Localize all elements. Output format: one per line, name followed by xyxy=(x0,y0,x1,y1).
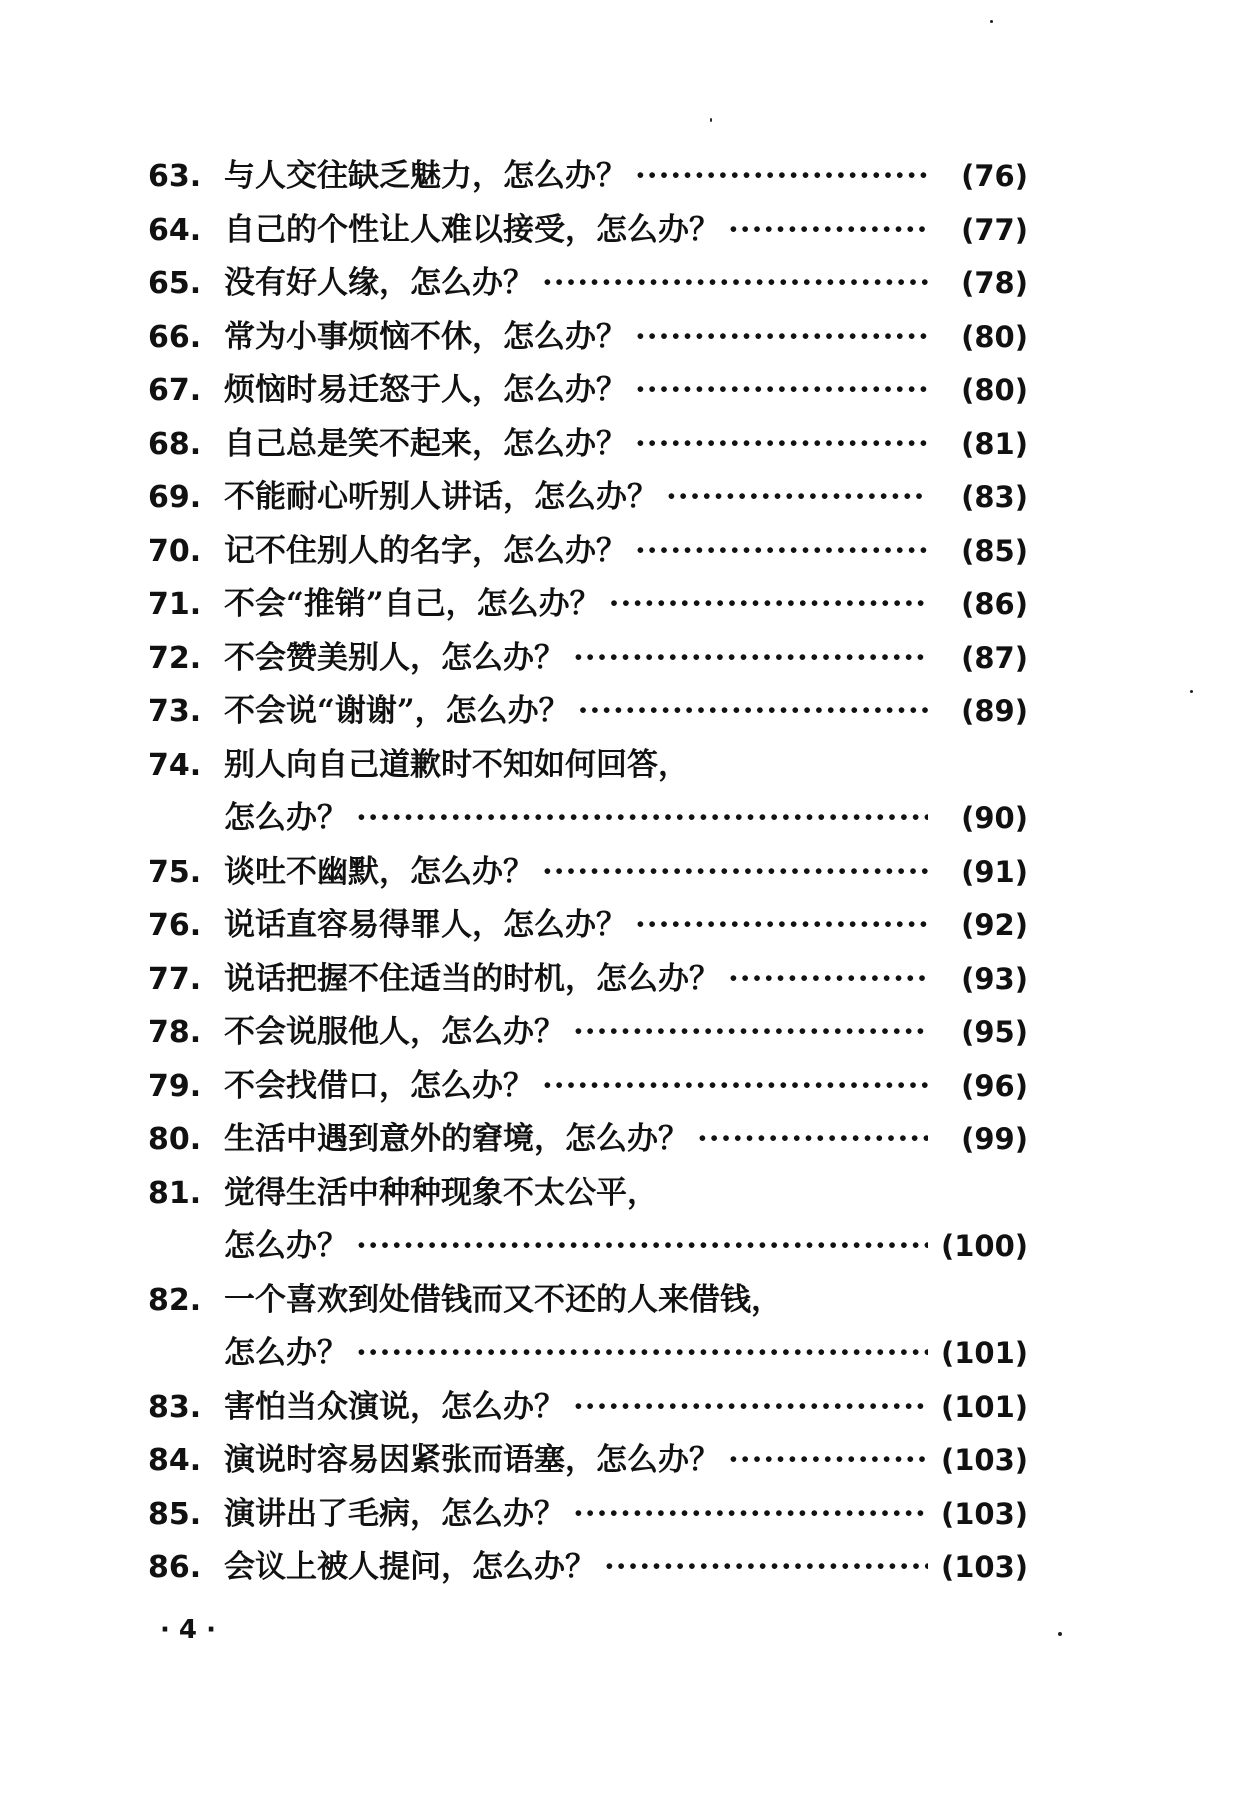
toc-entry xyxy=(148,846,1028,900)
dot-leader xyxy=(635,311,928,365)
dot-leader xyxy=(573,1381,928,1435)
entry-number: 76. xyxy=(148,908,202,943)
toc-entry-continuation xyxy=(148,1220,1028,1274)
entry-page: (93) xyxy=(961,961,1028,996)
toc-entry xyxy=(148,257,1028,311)
toc-entry xyxy=(148,1541,1028,1595)
toc-entry xyxy=(148,1488,1028,1542)
entry-number: 79. xyxy=(148,1068,202,1104)
toc-entry xyxy=(148,1113,1028,1167)
entry-number: 64. xyxy=(148,212,202,248)
entry-page: (83) xyxy=(961,480,1028,514)
toc-entry xyxy=(148,1167,1028,1221)
entry-page: (96) xyxy=(961,1068,1028,1103)
dot-leader xyxy=(728,1434,928,1488)
entry-page: (92) xyxy=(961,908,1028,942)
entry-title: 没有好人缘，怎么办？ xyxy=(224,265,534,301)
entry-number: 74. xyxy=(148,747,202,783)
entry-page: (80) xyxy=(961,319,1028,354)
entry-page: (89) xyxy=(961,694,1028,728)
toc-entry xyxy=(148,1006,1028,1060)
entry-page: (103) xyxy=(940,1550,1028,1584)
entry-page: (76) xyxy=(961,159,1028,193)
table-of-contents xyxy=(148,150,1028,1595)
entry-title: 一个喜欢到处借钱而又不还的人来借钱， xyxy=(224,1281,782,1318)
entry-page: (99) xyxy=(961,1122,1028,1156)
dot-leader xyxy=(542,1060,928,1114)
dot-leader xyxy=(356,1327,928,1381)
entry-page: (103) xyxy=(940,1496,1028,1531)
scan-speck xyxy=(1058,1632,1062,1636)
entry-number: 84. xyxy=(148,1443,202,1478)
dot-leader xyxy=(356,792,928,846)
entry-number: 80. xyxy=(148,1122,202,1157)
entry-number: 83. xyxy=(148,1389,202,1425)
dot-leader xyxy=(635,899,928,953)
entry-title: 说话把握不住适当的时机，怎么办？ xyxy=(224,960,720,997)
entry-title: 记不住别人的名字，怎么办？ xyxy=(224,532,627,569)
entry-page: (103) xyxy=(940,1443,1028,1477)
entry-title: 会议上被人提问，怎么办？ xyxy=(224,1549,596,1585)
scan-speck xyxy=(710,118,712,122)
entry-title: 自己的个性让人难以接受，怎么办？ xyxy=(224,211,720,248)
toc-entry xyxy=(148,418,1028,472)
toc-entry xyxy=(148,739,1028,793)
entry-title: 自己总是笑不起来，怎么办？ xyxy=(224,425,627,462)
entry-page: (90) xyxy=(961,801,1028,835)
entry-title: 演说时容易因紧张而语塞，怎么办？ xyxy=(224,1442,720,1478)
toc-entry xyxy=(148,204,1028,258)
scan-speck xyxy=(990,20,993,23)
entry-title: 不会赞美别人，怎么办？ xyxy=(224,639,565,676)
entry-number: 71. xyxy=(148,587,202,622)
toc-entry xyxy=(148,1381,1028,1435)
entry-title: 觉得生活中种种现象不太公平， xyxy=(224,1174,658,1211)
toc-entry-continuation xyxy=(148,1327,1028,1381)
entry-title: 谈吐不幽默，怎么办？ xyxy=(224,853,534,890)
dot-leader xyxy=(609,578,928,632)
entry-number: 73. xyxy=(148,694,202,729)
entry-number: 67. xyxy=(148,373,202,408)
dot-leader xyxy=(728,204,928,258)
entry-page: (80) xyxy=(961,373,1028,407)
entry-title: 别人向自己道歉时不知如何回答， xyxy=(224,746,689,783)
entry-page: (101) xyxy=(940,1336,1028,1370)
entry-number: 86. xyxy=(148,1550,202,1585)
entry-title: 不会说“谢谢”，怎么办？ xyxy=(224,693,570,729)
dot-leader xyxy=(635,364,928,418)
toc-entry xyxy=(148,1060,1028,1114)
entry-number: 81. xyxy=(148,1175,202,1211)
entry-title: 演讲出了毛病，怎么办？ xyxy=(224,1495,565,1532)
toc-entry xyxy=(148,525,1028,579)
entry-number: 66. xyxy=(148,319,202,355)
entry-title: 不会“推销”自己，怎么办？ xyxy=(224,586,601,622)
dot-leader xyxy=(573,1488,928,1542)
entry-title-continued: 怎么办？ xyxy=(224,1335,348,1371)
entry-title: 不能耐心听别人讲话，怎么办？ xyxy=(224,479,658,515)
entry-number: 72. xyxy=(148,640,202,676)
dot-leader xyxy=(542,846,928,900)
entry-title: 与人交往缺乏魅力，怎么办？ xyxy=(224,158,627,194)
entry-number: 82. xyxy=(148,1282,202,1318)
dot-leader xyxy=(635,418,928,472)
entry-title: 生活中遇到意外的窘境，怎么办？ xyxy=(224,1121,689,1157)
dot-leader xyxy=(666,471,928,525)
dot-leader xyxy=(573,632,928,686)
entry-page: (100) xyxy=(940,1229,1028,1263)
dot-leader xyxy=(356,1220,928,1274)
dot-leader xyxy=(542,257,928,311)
entry-page: (95) xyxy=(961,1015,1028,1049)
toc-entry xyxy=(148,899,1028,953)
toc-entry xyxy=(148,364,1028,418)
entry-number: 75. xyxy=(148,854,202,890)
scan-speck xyxy=(1190,690,1193,693)
entry-number: 69. xyxy=(148,480,202,515)
page-number: · 4 · xyxy=(160,1615,216,1645)
dot-leader xyxy=(573,1006,928,1060)
toc-entry xyxy=(148,953,1028,1007)
entry-title: 害怕当众演说，怎么办？ xyxy=(224,1388,565,1425)
entry-page: (86) xyxy=(961,587,1028,621)
entry-page: (87) xyxy=(961,640,1028,675)
toc-entry xyxy=(148,1434,1028,1488)
dot-leader xyxy=(697,1113,928,1167)
entry-title: 常为小事烦恼不休，怎么办？ xyxy=(224,318,627,355)
toc-entry xyxy=(148,632,1028,686)
toc-entry-continuation xyxy=(148,792,1028,846)
entry-title-continued: 怎么办？ xyxy=(224,800,348,836)
entry-number: 85. xyxy=(148,1496,202,1532)
toc-entry xyxy=(148,471,1028,525)
entry-page: (81) xyxy=(961,426,1028,461)
dot-leader xyxy=(728,953,928,1007)
entry-page: (101) xyxy=(940,1389,1028,1424)
entry-number: 77. xyxy=(148,961,202,997)
entry-number: 70. xyxy=(148,533,202,569)
entry-number: 78. xyxy=(148,1015,202,1050)
entry-page: (85) xyxy=(961,533,1028,568)
entry-title-continued: 怎么办？ xyxy=(224,1228,348,1264)
entry-number: 63. xyxy=(148,159,202,194)
dot-leader xyxy=(635,525,928,579)
entry-page: (91) xyxy=(961,854,1028,889)
entry-number: 65. xyxy=(148,266,202,301)
toc-entry xyxy=(148,1274,1028,1328)
entry-page: (78) xyxy=(961,266,1028,300)
dot-leader xyxy=(635,150,928,204)
dot-leader xyxy=(578,685,928,739)
toc-entry xyxy=(148,578,1028,632)
entry-number: 68. xyxy=(148,426,202,462)
entry-title: 说话直容易得罪人，怎么办？ xyxy=(224,907,627,943)
entry-title: 烦恼时易迁怒于人，怎么办？ xyxy=(224,372,627,408)
entry-title: 不会说服他人，怎么办？ xyxy=(224,1014,565,1050)
toc-entry xyxy=(148,150,1028,204)
toc-entry xyxy=(148,311,1028,365)
dot-leader xyxy=(604,1541,928,1595)
entry-title: 不会找借口，怎么办？ xyxy=(224,1067,534,1104)
entry-page: (77) xyxy=(961,212,1028,247)
toc-entry xyxy=(148,685,1028,739)
